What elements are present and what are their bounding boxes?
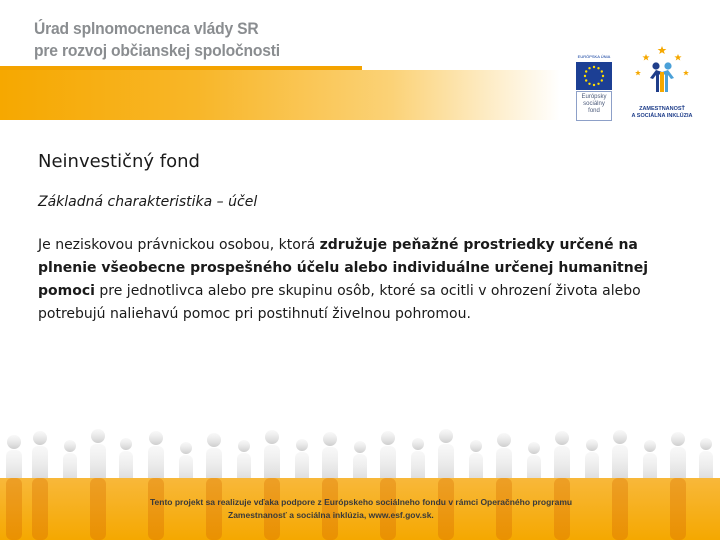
footer-text [150, 496, 590, 522]
esf-line1: Európsky [581, 94, 607, 100]
esf-line2: sociálny [583, 101, 605, 107]
paragraph-part1: Je neziskovou právnickou osobou, ktorá [38, 237, 320, 253]
footer-line2: Zamestnanosť a sociálna inklúzia, www.esf.gov.sk. [228, 510, 434, 520]
organization-title [34, 18, 280, 62]
eu-stars-icon [576, 62, 612, 90]
footer-line1: Tento projekt sa realizuje vďaka podpore z Európskeho sociálneho fondu v rámci Operačného programu [150, 497, 573, 507]
eu-logo-caption: EURÓPSKA ÚNIA [577, 54, 611, 59]
crowd-overlay-icon [0, 420, 720, 540]
paragraph-bold: združuje peňažné prostriedky určené na plnenie všeobecne prospešného účelu alebo individuálne určenej humanitnej pomoci [38, 237, 649, 299]
paragraph-part2: pre jednotlivca alebo pre skupinu osôb, ktoré sa ocitli v ohrození života alebo potrebujú naliehavú pomoc pri postihnutí živelnou pohromou. [38, 283, 641, 322]
eu-flag-icon [576, 62, 612, 90]
slide-paragraph [38, 234, 688, 326]
header-orange-band [0, 70, 560, 120]
organization-title-line2: pre rozvoj občianskej spoločnosti [34, 41, 280, 60]
zsi-logo-text [628, 106, 696, 120]
header [0, 0, 720, 122]
zsi-line2: A SOCIÁLNA INKLÚZIA [631, 113, 693, 119]
esf-line3: fond [588, 108, 600, 114]
zsi-line1: ZAMESTNANOSŤ [639, 106, 685, 112]
esf-logo-text [576, 91, 612, 121]
esf-logo [572, 54, 616, 122]
slide-content [38, 150, 688, 326]
people-stars-icon [628, 44, 696, 106]
slide-subtitle: Základná charakteristika – účel [38, 194, 258, 210]
slide-title: Neinvestičný fond [38, 151, 200, 172]
organization-title-line1: Úrad splnomocnenca vlády SR [34, 19, 259, 38]
zsi-logo [628, 44, 696, 124]
